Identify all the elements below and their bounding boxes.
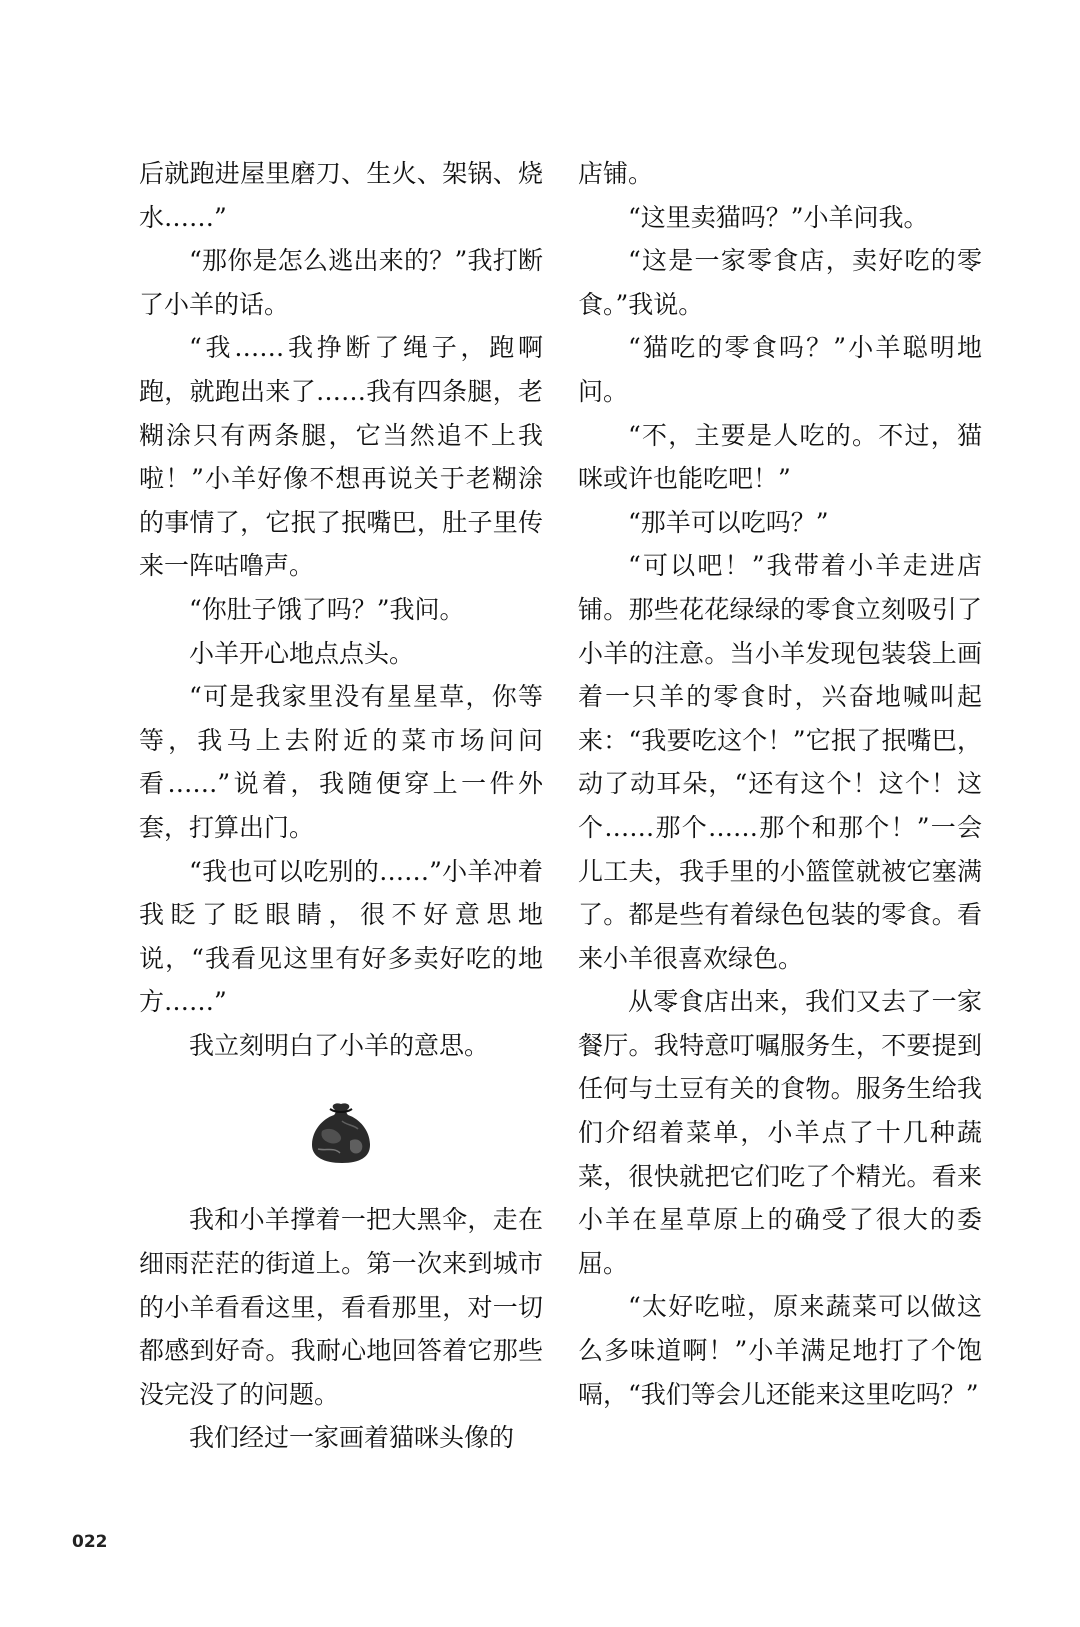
right-text-column: [578, 152, 982, 1416]
sack-icon: [306, 1101, 376, 1165]
section-break: [139, 1067, 543, 1198]
paragraph: “猫吃的零食吗？”小羊聪明地问。: [578, 333, 982, 406]
paragraph: 店铺。: [578, 159, 654, 188]
paragraph: “我……我挣断了绳子，跑啊跑，就跑出来了……我有四条腿，老糊涂只有两条腿，它当然追不上我啦！”小羊好像不想再说关于老糊涂的事情了，它抿了抿嘴巴，肚子里传来一阵咕噜声。: [139, 333, 543, 581]
paragraph: 小羊开心地点点头。: [189, 638, 415, 668]
paragraph: “这是一家零食店，卖好吃的零食。”我说。: [578, 246, 982, 319]
paragraph: 我立刻明白了小羊的意思。: [189, 1030, 490, 1060]
paragraph: 从零食店出来，我们又去了一家餐厅。我特意叮嘱服务生，不要提到任何与土豆有关的食物。服务生给我们介绍着菜单，小羊点了十几种蔬菜，很快就把它们吃了个精光。看来小羊在星草原上的确受了很大的委屈。: [578, 987, 982, 1278]
paragraph: “这里卖猫吗？”小羊问我。: [628, 202, 929, 232]
paragraph: “你肚子饿了吗？”我问。: [189, 594, 465, 624]
paragraph: “太好吃啦，原来蔬菜可以做这么多味道啊！”小羊满足地打了个饱嗝，“我们等会儿还能来这里吃吗？”: [578, 1292, 982, 1409]
paragraph: “那羊可以吃吗？”: [628, 507, 829, 537]
paragraph: “那你是怎么逃出来的？”我打断了小羊的话。: [139, 246, 543, 319]
paragraph: 我和小羊撑着一把大黑伞，走在细雨茫茫的街道上。第一次来到城市的小羊看看这里，看看那里，对一切都感到好奇。我耐心地回答着它那些没完没了的问题。: [139, 1205, 543, 1409]
page-number: 022: [72, 1532, 108, 1552]
paragraph: 后就跑进屋里磨刀、生火、架锅、烧水……”: [139, 159, 543, 232]
paragraph: “可以吧！”我带着小羊走进店铺。那些花花绿绿的零食立刻吸引了小羊的注意。当小羊发现包装袋上画着一只羊的零食时，兴奋地喊叫起来：“我要吃这个！”它抿了抿嘴巴，动了动耳朵，“还有这个！这个！这个……那个……那个和那个！”一会儿工夫，我手里的小篮筐就被它塞满了。都是些有着绿色包装的零食。看来小羊很喜欢绿色。: [578, 551, 982, 973]
paragraph: 我们经过一家画着猫咪头像的: [189, 1423, 515, 1453]
left-text-column: [139, 152, 543, 1460]
paragraph: “可是我家里没有星星草，你等等，我马上去附近的菜市场问问看……”说着，我随便穿上一件外套，打算出门。: [139, 682, 543, 842]
paragraph: “不，主要是人吃的。不过，猫咪或许也能吃吧！”: [578, 420, 982, 494]
paragraph: “我也可以吃别的……”小羊冲着我眨了眨眼睛，很不好意思地说，“我看见这里有好多卖好吃的地方……”: [139, 856, 543, 1017]
